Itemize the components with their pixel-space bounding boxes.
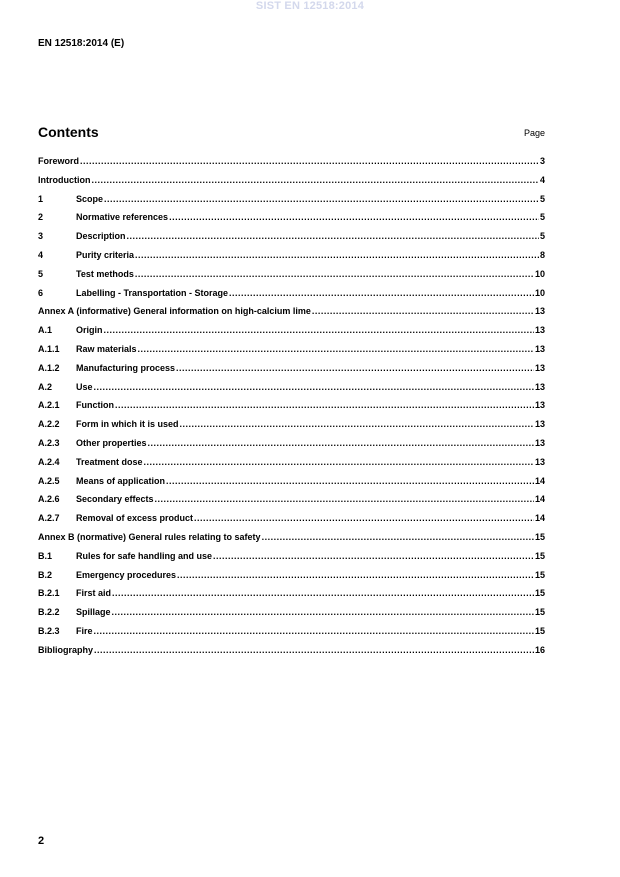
toc-entry-number: 2 (38, 212, 44, 223)
toc-entry-page: 13 (534, 456, 545, 467)
toc-dot-leader (138, 344, 534, 354)
toc-entry[interactable] (38, 325, 545, 344)
toc-entry-page: 10 (534, 287, 545, 298)
toc-entry-title: Normative references (76, 212, 169, 223)
toc-entry-page: 10 (534, 268, 545, 279)
toc-dot-leader (112, 607, 534, 617)
toc-entry-number: A.1 (38, 325, 53, 336)
toc-entry[interactable] (38, 457, 545, 476)
toc-entry-page: 13 (534, 343, 545, 354)
toc-entry[interactable] (38, 532, 545, 551)
toc-entry[interactable] (38, 588, 545, 607)
toc-entry-page: 8 (539, 249, 545, 260)
toc-dot-leader (177, 570, 534, 580)
toc-entry-number: A.2.5 (38, 475, 60, 486)
toc-entry-page: 15 (534, 607, 545, 618)
toc-entry-title: Labelling - Transportation - Storage (76, 287, 229, 298)
toc-entry-title: Description (76, 231, 126, 242)
toc-entry[interactable] (38, 250, 545, 269)
toc-entry[interactable] (38, 231, 545, 250)
toc-entry-title: Raw materials (76, 343, 137, 354)
toc-dot-leader (194, 513, 534, 523)
toc-entry-title: Fire (76, 625, 93, 636)
toc-dot-leader (148, 438, 534, 448)
toc-entry-number: 1 (38, 193, 44, 204)
toc-entry-page: 13 (534, 306, 545, 317)
toc-entry-page: 5 (539, 193, 545, 204)
toc-entry-page: 13 (534, 362, 545, 373)
toc-entry-title: Origin (76, 325, 103, 336)
toc-entry-number: A.2.4 (38, 456, 60, 467)
toc-entry-page: 14 (534, 513, 545, 524)
toc-entry-page: 13 (534, 400, 545, 411)
toc-entry-title: Test methods (76, 268, 134, 279)
toc-entry[interactable] (38, 194, 545, 213)
toc-entry-page: 15 (534, 550, 545, 561)
document-id: EN 12518:2014 (E) (38, 38, 125, 49)
toc-entry-title: Spillage (76, 607, 111, 618)
watermark: SIST EN 12518:2014 (255, 0, 365, 12)
toc-dot-leader (213, 551, 534, 561)
toc-entry[interactable] (38, 645, 545, 664)
toc-dot-leader (312, 306, 534, 316)
toc-entry-number: A.2.3 (38, 437, 60, 448)
toc-dot-leader (104, 325, 534, 335)
toc-entry-page: 16 (534, 644, 545, 655)
toc-dot-leader (135, 250, 539, 260)
toc-dot-leader (166, 476, 534, 486)
toc-dot-leader (112, 588, 534, 598)
toc-dot-leader (180, 419, 534, 429)
toc-entry-page: 13 (534, 419, 545, 430)
toc-entry[interactable] (38, 269, 545, 288)
page-column-label: Page (523, 128, 545, 138)
toc-dot-leader (169, 212, 539, 222)
toc-entry-page: 15 (534, 588, 545, 599)
toc-entry[interactable] (38, 494, 545, 513)
toc-entry-title: Scope (76, 193, 104, 204)
toc-entry[interactable] (38, 438, 545, 457)
toc-entry[interactable] (38, 419, 545, 438)
toc-entry-number: 5 (38, 268, 44, 279)
toc-entry-title: First aid (76, 588, 112, 599)
toc-dot-leader (92, 175, 539, 185)
toc-entry-page: 5 (539, 231, 545, 242)
toc-entry-title: Means of application (76, 475, 166, 486)
toc-entry-title: Annex A (informative) General information on high-calcium lime (38, 306, 311, 317)
toc-entry-page: 5 (539, 212, 545, 223)
toc-entry-title: Function (76, 400, 114, 411)
toc-entry-number: A.2 (38, 381, 53, 392)
toc-entry-number: A.1.1 (38, 343, 60, 354)
toc-entry[interactable] (38, 306, 545, 325)
table-of-contents (38, 156, 545, 664)
toc-entry-title: Removal of excess product (76, 513, 194, 524)
toc-entry[interactable] (38, 400, 545, 419)
toc-entry-number: 4 (38, 249, 44, 260)
toc-entry[interactable] (38, 607, 545, 626)
toc-dot-leader (127, 231, 539, 241)
toc-entry-page: 4 (539, 174, 545, 185)
toc-entry-number: B.2.1 (38, 588, 60, 599)
toc-entry-number: B.2.3 (38, 625, 60, 636)
toc-entry[interactable] (38, 626, 545, 645)
toc-entry[interactable] (38, 288, 545, 307)
toc-entry-title: Other properties (76, 437, 147, 448)
toc-entry-title: Rules for safe handling and use (76, 550, 213, 561)
toc-entry-page: 13 (534, 325, 545, 336)
toc-entry-title: Bibliography (38, 644, 94, 655)
toc-entry[interactable] (38, 175, 545, 194)
toc-entry-title: Introduction (38, 174, 91, 185)
toc-entry-number: B.2.2 (38, 607, 60, 618)
toc-entry[interactable] (38, 363, 545, 382)
toc-entry[interactable] (38, 212, 545, 231)
toc-entry-title: Purity criteria (76, 249, 135, 260)
toc-dot-leader (94, 626, 534, 636)
contents-title: Contents (38, 124, 99, 140)
toc-dot-leader (144, 457, 534, 467)
toc-entry[interactable] (38, 570, 545, 589)
toc-entry-title: Foreword (38, 156, 80, 166)
toc-entry-number: B.2 (38, 569, 53, 580)
toc-entry-title: Annex B (normative) General rules relating to safety (38, 531, 261, 542)
toc-dot-leader (262, 532, 534, 542)
toc-entry-title: Form in which it is used (76, 419, 179, 430)
toc-dot-leader (229, 288, 534, 298)
toc-entry-title: Secondary effects (76, 494, 154, 505)
toc-dot-leader (155, 494, 534, 504)
toc-entry-page: 15 (534, 569, 545, 580)
toc-entry[interactable] (38, 551, 545, 570)
toc-entry-number: A.2.2 (38, 419, 60, 430)
toc-entry-number: A.2.1 (38, 400, 60, 411)
toc-dot-leader (94, 382, 534, 392)
toc-entry-number: A.2.6 (38, 494, 60, 505)
toc-entry-page: 14 (534, 475, 545, 486)
toc-entry-number: A.2.7 (38, 513, 60, 524)
toc-entry[interactable] (38, 382, 545, 401)
toc-entry-number: B.1 (38, 550, 53, 561)
toc-entry-page: 15 (534, 625, 545, 636)
toc-entry[interactable] (38, 344, 545, 363)
toc-entry-number: A.1.2 (38, 362, 60, 373)
toc-entry-page: 13 (534, 437, 545, 448)
toc-entry-number: 6 (38, 287, 44, 298)
toc-dot-leader (104, 194, 539, 204)
toc-dot-leader (135, 269, 534, 279)
toc-entry-title: Use (76, 381, 93, 392)
toc-entry-page: 13 (534, 381, 545, 392)
toc-entry-page: 14 (534, 494, 545, 505)
toc-entry-title: Emergency procedures (76, 569, 177, 580)
toc-entry-title: Treatment dose (76, 456, 143, 467)
toc-dot-leader (94, 645, 534, 655)
toc-entry[interactable] (38, 513, 545, 532)
toc-dot-leader (115, 400, 534, 410)
toc-entry-title: Manufacturing process (76, 362, 176, 373)
toc-entry-page: 3 (539, 156, 545, 166)
toc-entry-number: 3 (38, 231, 44, 242)
page-number: 2 (38, 835, 45, 847)
toc-entry[interactable] (38, 476, 545, 495)
toc-entry[interactable] (38, 156, 545, 175)
toc-dot-leader (176, 363, 534, 373)
toc-dot-leader (80, 156, 539, 166)
toc-entry-page: 15 (534, 531, 545, 542)
